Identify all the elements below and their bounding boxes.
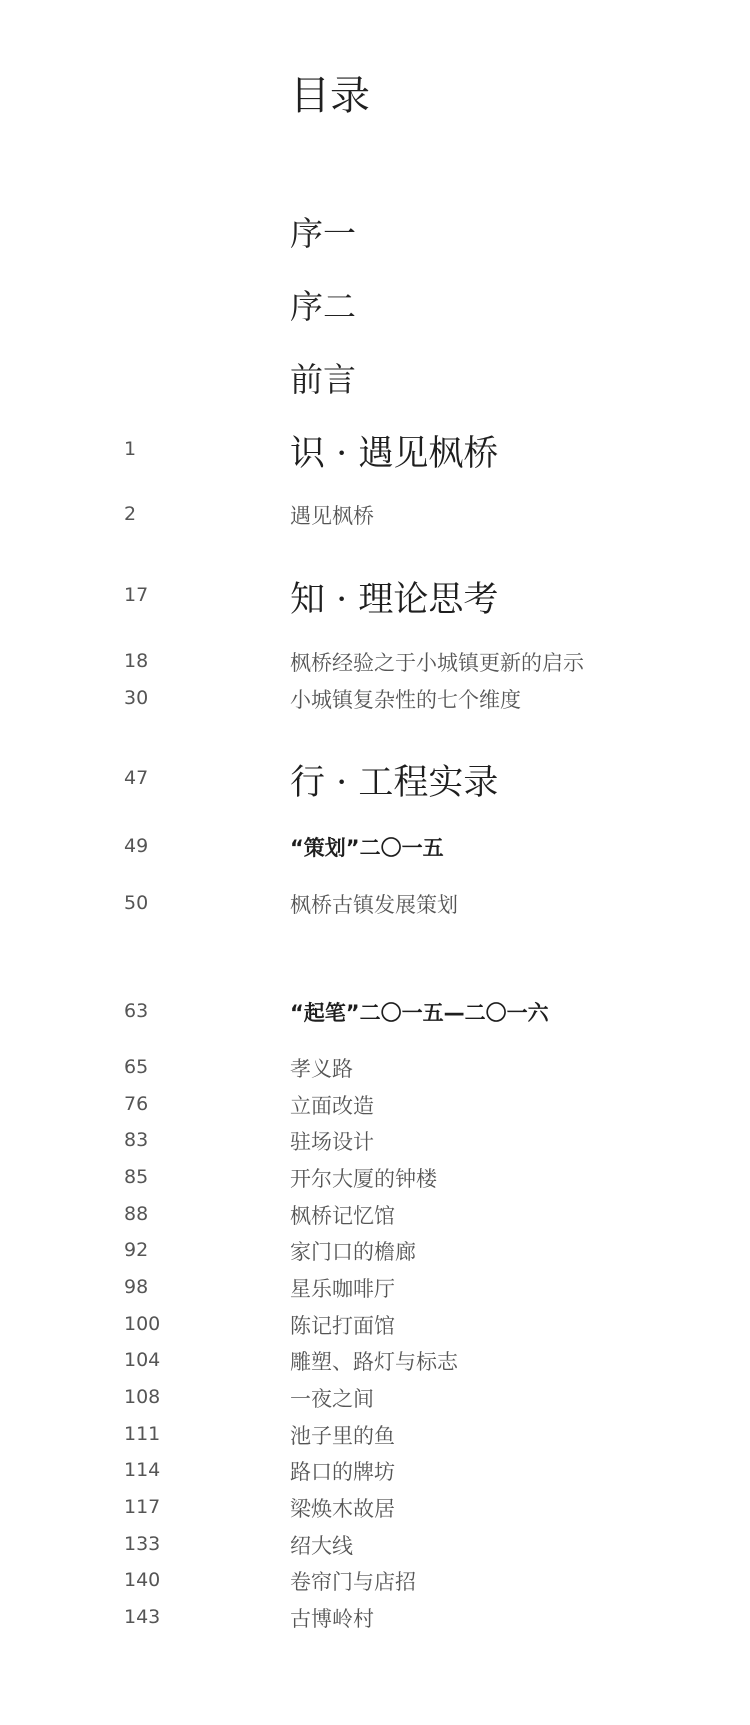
preface-item[interactable] [0,281,750,325]
entry-title: 星乐咖啡厅 [290,1277,395,1301]
toc-entry[interactable] [0,684,750,714]
toc-title: 目录 [290,73,370,119]
page-number: 1 [124,438,137,460]
page-number: 143 [124,1606,161,1628]
toc-entry[interactable] [0,1420,750,1450]
preface-item[interactable] [0,354,750,398]
toc-entry[interactable] [0,1383,750,1413]
toc-section[interactable] [0,832,750,862]
page-number: 63 [124,1000,149,1022]
page-number: 92 [124,1239,149,1261]
toc-entry[interactable] [0,1603,750,1633]
page-number: 65 [124,1056,149,1078]
toc-entry[interactable] [0,889,750,919]
toc-entry[interactable] [0,1090,750,1120]
toc-entry[interactable] [0,1530,750,1560]
page-number: 2 [124,503,137,525]
page-number: 117 [124,1496,161,1518]
toc-part[interactable] [0,426,750,472]
entry-title: 孝义路 [290,1057,353,1081]
page-number: 108 [124,1386,161,1408]
entry-title: 陈记打面馆 [290,1314,395,1338]
page-number: 100 [124,1313,161,1335]
toc-entry[interactable] [0,1310,750,1340]
page-number: 18 [124,650,149,672]
entry-title: 枫桥记忆馆 [290,1204,395,1228]
page-number: 17 [124,584,149,606]
page-number: 85 [124,1166,149,1188]
preface-label: 前言 [290,360,356,399]
entry-title: 绍大线 [290,1534,353,1558]
entry-title: 立面改造 [290,1094,374,1118]
preface-label: 序一 [290,214,356,253]
toc-part[interactable] [0,755,750,801]
page-number: 133 [124,1533,161,1555]
page-number: 140 [124,1569,161,1591]
part-title: 知 · 理论思考 [290,580,499,620]
entry-title: 池子里的鱼 [290,1424,395,1448]
entry-title: 枫桥经验之于小城镇更新的启示 [290,651,584,675]
page-number: 30 [124,687,149,709]
toc-entry[interactable] [0,1566,750,1596]
page-number: 98 [124,1276,149,1298]
section-title: “起笔”二〇一五—二〇一六 [290,1001,549,1025]
page-number: 88 [124,1203,149,1225]
entry-title: 遇见枫桥 [290,504,374,528]
part-title: 行 · 工程实录 [290,763,499,803]
page-number: 76 [124,1093,149,1115]
entry-title: 一夜之间 [290,1387,374,1411]
toc-entry[interactable] [0,500,750,530]
toc-entry[interactable] [0,1126,750,1156]
entry-title: 路口的牌坊 [290,1460,395,1484]
preface-item[interactable] [0,208,750,252]
entry-title: 驻场设计 [290,1130,374,1154]
page-number: 104 [124,1349,161,1371]
entry-title: 枫桥古镇发展策划 [290,893,458,917]
toc-entry[interactable] [0,1236,750,1266]
toc-entry[interactable] [0,1493,750,1523]
preface-label: 序二 [290,287,356,326]
part-title: 识 · 遇见枫桥 [290,434,499,474]
page-number: 114 [124,1459,161,1481]
page-number: 83 [124,1129,149,1151]
page-number: 111 [124,1423,161,1445]
toc-entry[interactable] [0,1456,750,1486]
entry-title: 古博岭村 [290,1607,374,1631]
toc-section[interactable] [0,997,750,1027]
toc-entry[interactable] [0,1163,750,1193]
toc-part[interactable] [0,572,750,618]
toc-entry[interactable] [0,1346,750,1376]
page-number: 49 [124,835,149,857]
section-title: “策划”二〇一五 [290,836,444,860]
page-number: 47 [124,767,149,789]
entry-title: 梁焕木故居 [290,1497,395,1521]
toc-entry[interactable] [0,1273,750,1303]
toc-entry[interactable] [0,1053,750,1083]
toc-entry[interactable] [0,647,750,677]
entry-title: 雕塑、路灯与标志 [290,1350,458,1374]
entry-title: 卷帘门与店招 [290,1570,416,1594]
entry-title: 家门口的檐廊 [290,1240,416,1264]
entry-title: 开尔大厦的钟楼 [290,1167,437,1191]
page-number: 50 [124,892,149,914]
entry-title: 小城镇复杂性的七个维度 [290,688,521,712]
toc-entry[interactable] [0,1200,750,1230]
